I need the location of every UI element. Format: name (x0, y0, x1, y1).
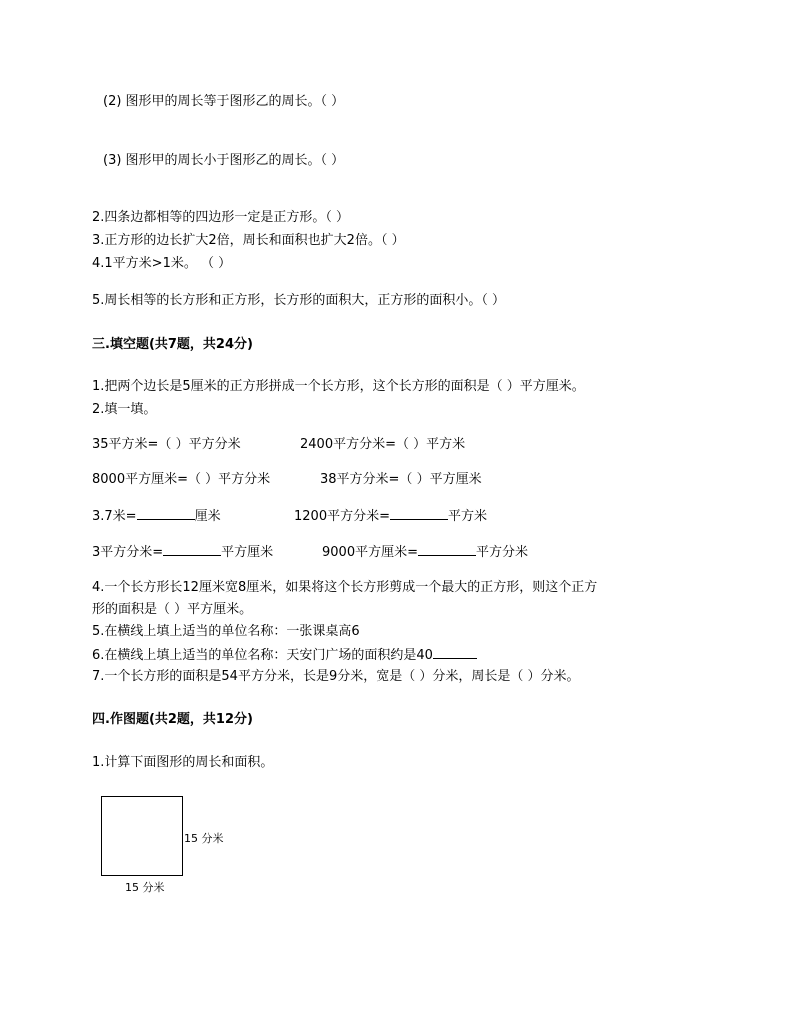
answer-blank (418, 543, 476, 556)
fill-q7: 7.一个长方形的面积是54平方分米，长是9分米，宽是（ ）分米，周长是（ ）分米。 (92, 669, 580, 684)
draw-q1: 1.计算下面图形的周长和面积。 (92, 755, 274, 770)
fill-row2-left: 8000平方厘米=（ ）平方分米 (92, 472, 271, 487)
fill-q4-line1: 4.一个长方形长12厘米宽8厘米，如果将这个长方形剪成一个最大的正方形，则这个正方 (92, 580, 598, 595)
fill-row4-right-prefix: 9000平方厘米= (322, 545, 418, 560)
answer-blank (163, 543, 221, 556)
fill-row1-right: 2400平方分米=（ ）平方米 (300, 437, 466, 452)
fill-row3-right-unit: 平方米 (447, 509, 487, 524)
fill-row1-left: 35平方米=（ ）平方分米 (92, 437, 241, 452)
fill-q6 (92, 646, 477, 665)
fill-row4-left-unit: 平方厘米 (221, 545, 274, 560)
judge-q3: 3.正方形的边长扩大2倍，周长和面积也扩大2倍。（ ） (92, 233, 405, 248)
judge-q1-2: (2) 图形甲的周长等于图形乙的周长。（ ） (103, 94, 345, 109)
answer-blank (390, 507, 448, 520)
judge-q5: 5.周长相等的长方形和正方形，长方形的面积大，正方形的面积小。（ ） (92, 293, 506, 308)
fill-q2: 2.填一填。 (92, 402, 157, 417)
fill-row4-left (92, 543, 273, 562)
fill-row3-left (92, 507, 221, 526)
fill-q1: 1.把两个边长是5厘米的正方形拼成一个长方形，这个长方形的面积是（ ）平方厘米。 (92, 379, 585, 394)
answer-blank (433, 646, 477, 659)
square-figure (101, 796, 183, 876)
fill-q4-line2: 形的面积是（ ）平方厘米。 (92, 602, 253, 617)
fill-row4-left-prefix: 3平方分米= (92, 545, 164, 560)
fill-row3-left-unit: 厘米 (194, 509, 221, 524)
section4-heading: 四.作图题(共2题，共12分) (92, 712, 253, 727)
judge-q4: 4.1平方米>1米。 （ ） (92, 256, 232, 271)
answer-blank (137, 507, 195, 520)
fill-q6-text: 6.在横线上填上适当的单位名称：天安门广场的面积约是40 (92, 648, 433, 663)
fill-row3-right (294, 507, 487, 526)
section3-heading: 三.填空题(共7题，共24分) (92, 337, 253, 352)
fill-row4-right (322, 543, 528, 562)
square-side-label: 15 分米 (184, 832, 224, 845)
fill-row3-right-prefix: 1200平方分米= (294, 509, 390, 524)
square-bottom-label: 15 分米 (125, 881, 165, 894)
fill-q5: 5.在横线上填上适当的单位名称：一张课桌高6 (92, 624, 360, 639)
fill-row4-right-unit: 平方分米 (475, 545, 528, 560)
judge-q1-3: (3) 图形甲的周长小于图形乙的周长。（ ） (103, 153, 345, 168)
fill-row3-left-prefix: 3.7米= (92, 509, 137, 524)
fill-row2-right: 38平方分米=（ ）平方厘米 (320, 472, 482, 487)
judge-q2: 2.四条边都相等的四边形一定是正方形。（ ） (92, 210, 350, 225)
